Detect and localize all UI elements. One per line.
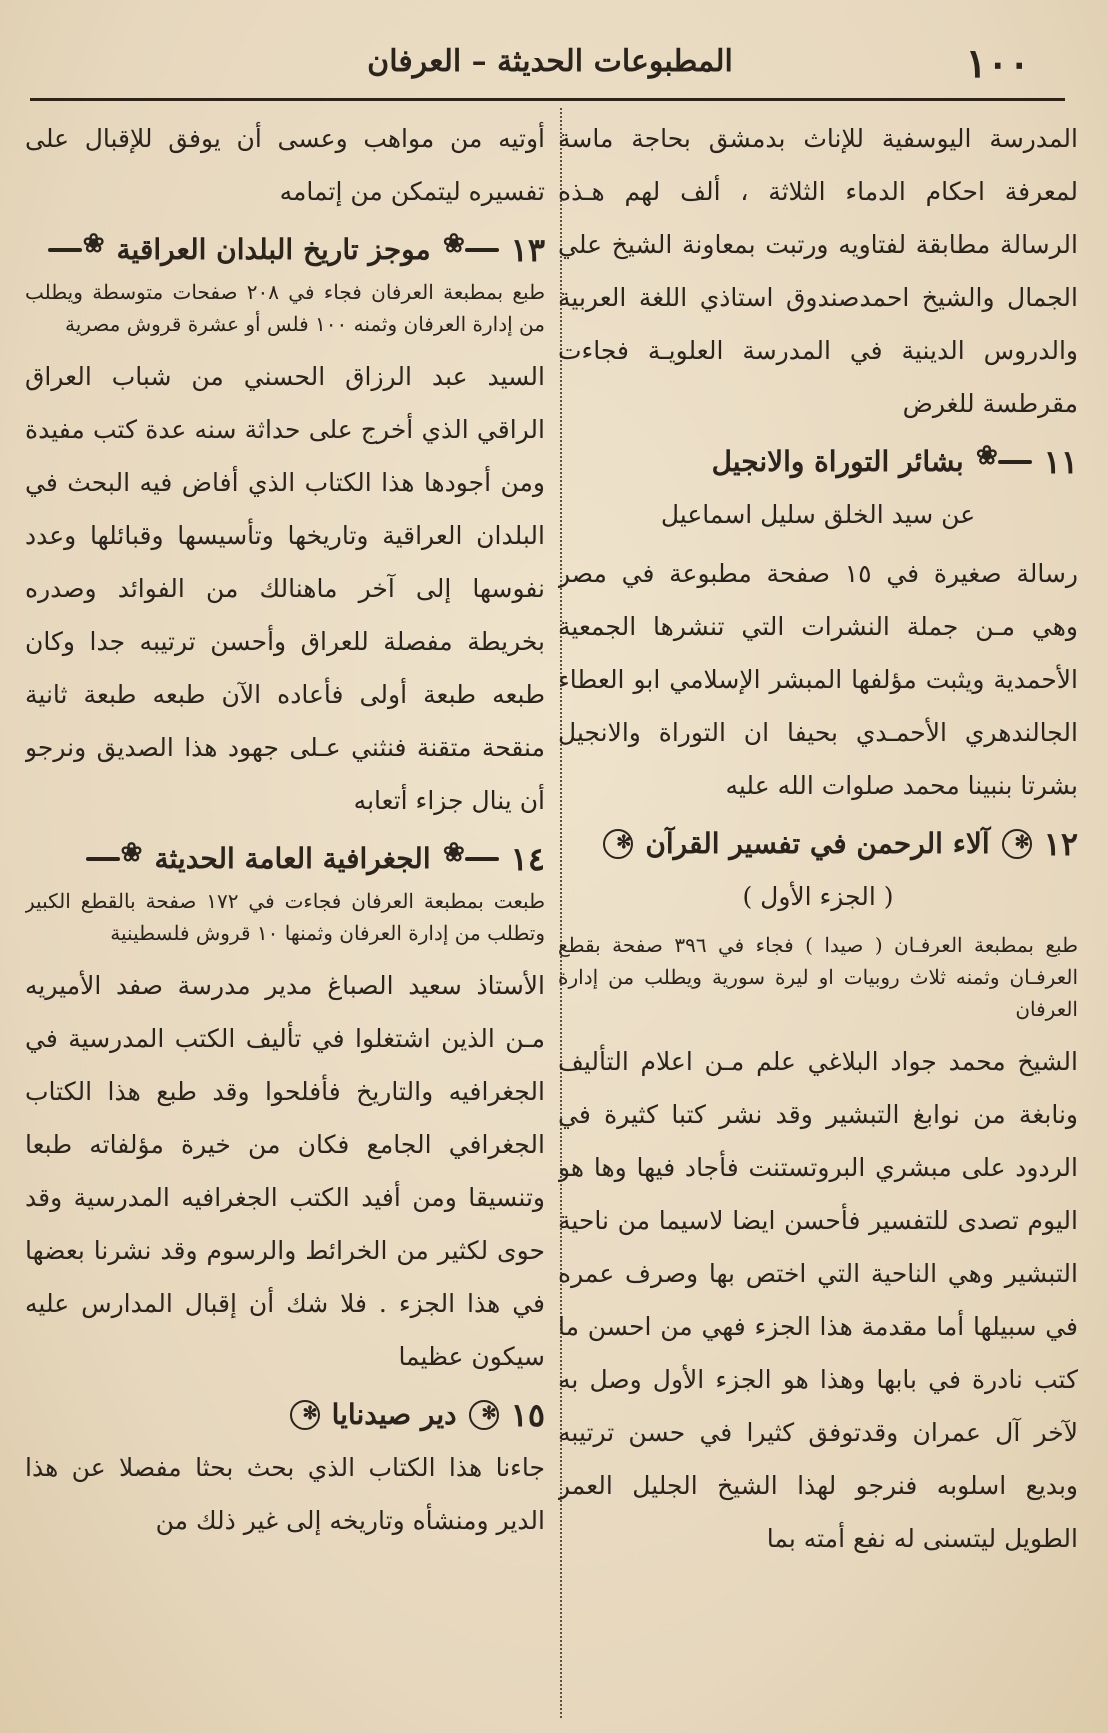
left-paragraph-5: الأستاذ سعيد الصباغ مدير مدرسة صفد الأميريه مـن الذين اشتغلوا في تأليف الكتب المدرسية في الجغرافيه والتاريخ فأفلحوا وقد طبع هذا الكتاب الجغرافي الجامع فكان من خيرة مؤلفاته طبعا وتنسيقا ومن أفيد الكتب الجغرافيه المدرسية وقد حوى لكثير من الخرائط والرسوم وقد نشرنا بعضها في هذا الجزء . فلا شك أن إقبال المدارس عليه سيكون عظيما: [25, 971, 545, 1371]
rosette-ornament-icon: ✻: [469, 1400, 499, 1430]
section-title-14: الجغرافية العامة الحديثة: [154, 842, 431, 875]
right-column: [558, 112, 1078, 1712]
page-number: ١٠٠: [965, 40, 1030, 87]
publication-note-13: طبع بمطبعة العرفان فجاء في ٢٠٨ صفحات متوسطة ويطلب من إدارة العرفان وثمنه ١٠٠ فلس أو عشرة قروش مصرية: [25, 280, 545, 336]
section-heading-14: [25, 833, 545, 885]
header-rule: [30, 98, 1065, 101]
section-number-15: ١٥: [510, 1396, 545, 1434]
section-heading-13: [25, 224, 545, 276]
flourish-ornament-icon: [443, 239, 499, 261]
section-title-15: دير صيدنايا: [331, 1398, 457, 1431]
running-title: المطبوعات الحديثة – العرفان: [367, 44, 733, 79]
section-title-11: بشائر التوراة والانجيل: [711, 445, 964, 478]
flourish-ornament-icon: [48, 239, 104, 261]
rosette-ornament-icon: ✻: [603, 829, 633, 859]
section-number-12: ١٢: [1043, 825, 1078, 863]
rosette-ornament-icon: ✻: [290, 1400, 320, 1430]
publication-note-14: طبعت بمطبعة العرفان فجاءت في ١٧٢ صفحة بالقطع الكبير وتطلب من إدارة العرفان وثمنها ١٠ قروش فلسطينية: [25, 889, 545, 945]
section-title-12: آلاء الرحمن في تفسير القرآن: [645, 827, 990, 860]
left-paragraph-1: أوتيه من مواهب وعسى أن يوفق للإقبال على تفسيره ليتمكن من إتمامه: [25, 124, 545, 206]
right-paragraph-1: المدرسة اليوسفية للإناث بدمشق بحاجة ماسة لمعرفة احكام الدماء الثلاثة ، ألف لهم هـذه الرسالة مطابقة لفتاويه ورتبت بمعاونة الشيخ علي الجمال والشيخ احمدصندوق استاذي اللغة العربية والدروس الدينية في المدرسة العلويـة فجاءت مقرطسة للغرض: [558, 124, 1078, 418]
right-paragraph-4: الشيخ محمد جواد البلاغي علم مـن اعلام التأليف ونابغة من نوابغ التبشير وقد نشر كتبا كثيرة في الردود على مبشري البروتستنت فأجاد فيها وها هو اليوم تصدى للتفسير فأحسن ايضا لاسيما من ناحية التبشير وهي الناحية التي اختص بها وصرف عمره في سبيلها أما مقدمة هذا الجزء فهي من احسن ما كتب نادرة في بابها وهذا هو الجزء الأول وصل به لآخر آل عمران وقدتوفق كثيرا في حسن ترتيبه وبديع اسلوبه فنرجو لهذا الشيخ الجليل العمر الطويل ليتسنى له نفع أمته بما: [558, 1047, 1078, 1553]
flourish-ornament-icon: [976, 451, 1032, 473]
flourish-ornament-icon: [443, 848, 499, 870]
left-paragraph-6: جاءنا هذا الكتاب الذي بحث بحثا مفصلا عن هذا الدير ومنشأه وتاريخه إلى غير ذلك من: [25, 1453, 545, 1535]
rosette-ornament-icon: ✻: [1002, 829, 1032, 859]
section-number-14: ١٤: [510, 840, 545, 878]
section-heading-15: [25, 1389, 545, 1441]
section-title-13: موجز تاريخ البلدان العراقية: [116, 233, 431, 266]
publication-note-12: طبع بمطبعة العرفـان ( صيدا ) فجاء في ٣٩٦ صفحة بقطع العرفـان وثمنه ثلاث روبيات او ليرة سورية ويطلب من إدارة العرفان: [558, 933, 1078, 1021]
section-subtitle-12: ( الجزء الأول ): [742, 882, 894, 911]
section-number-13: ١٣: [510, 231, 545, 269]
flourish-ornament-icon: [86, 848, 142, 870]
left-paragraph-3: السيد عبد الرزاق الحسني من شباب العراق الراقي الذي أخرج على حداثة سنه عدة كتب مفيدة ومن أجودها هذا الكتاب الذي أفاض فيه البحث في البلدان العراقية وتاريخها وتأسيسها وقبائلها وعدد نفوسها إلى آخر ماهنالك من الفوائد وصدره بخريطة مفصلة للعراق وأحسن ترتيبه جدا وكان طبعه طبعة أولى فأعاده الآن طبعه طبعة ثانية منقحة متقنة فنثني عـلى جهود هذا الصديق ونرجو أن ينال جزاء أتعابه: [25, 362, 545, 815]
section-heading-12: [558, 818, 1078, 870]
section-subtitle-11: عن سيد الخلق سليل اسماعيل: [660, 500, 976, 529]
left-column: [25, 112, 545, 1712]
section-heading-11: [558, 436, 1078, 488]
section-number-11: ١١: [1043, 443, 1078, 481]
page-header: [30, 36, 1070, 96]
right-paragraph-2: رسالة صغيرة في ١٥ صفحة مطبوعة في مصر وهي مـن جملة النشرات التي تنشرها الجمعية الأحمدية ويثبت مؤلفها المبشر الإسلامي ابو العطاء الجالندهري الأحمـدي بحيفا ان التوراة والانجيل بشرتا بنبينا محمد صلوات الله عليه: [558, 559, 1078, 800]
